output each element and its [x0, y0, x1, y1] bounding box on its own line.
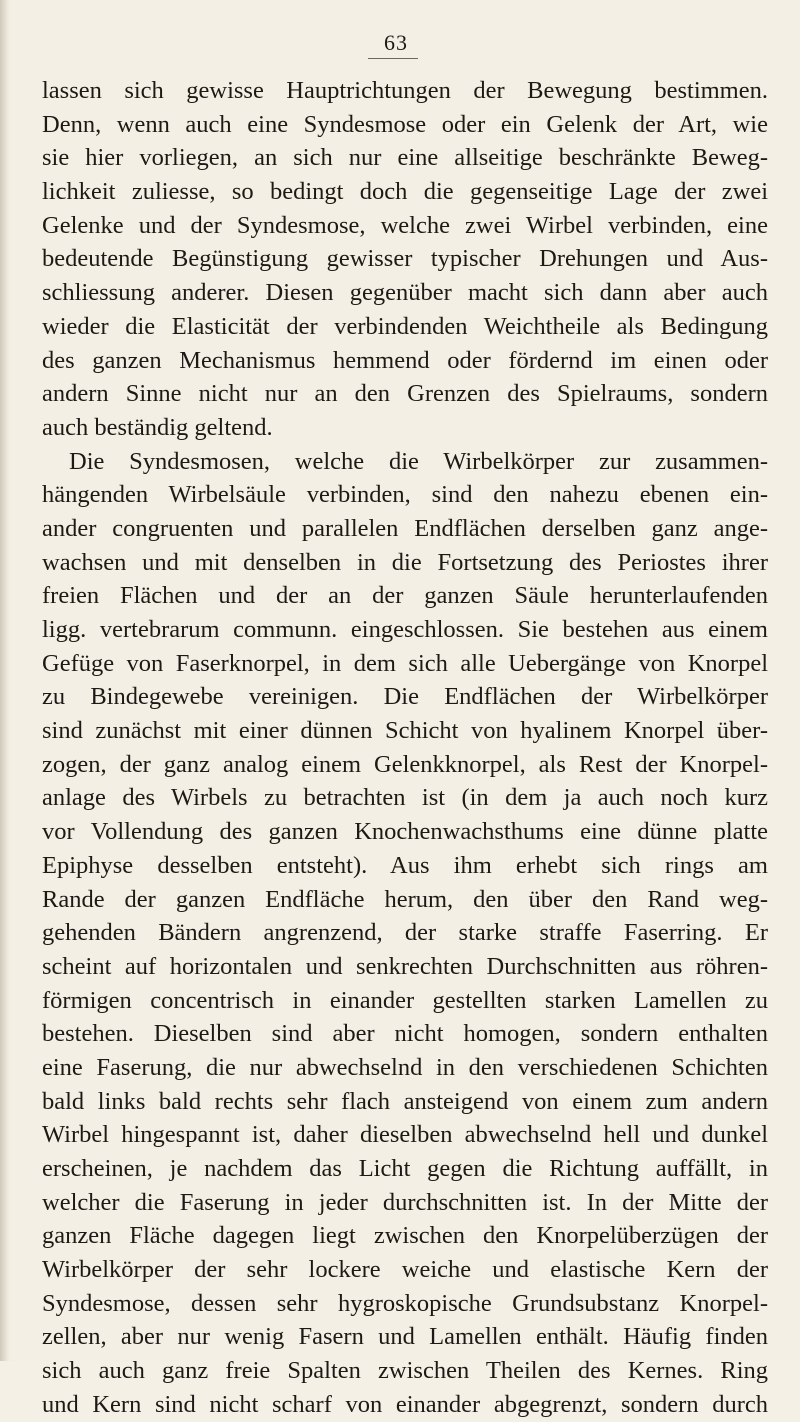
- text-line: sind zunächst mit einer dünnen Schicht von hyalinem Knorpel über-: [42, 717, 768, 745]
- text-line: Syndesmose, dessen sehr hygroskopische Grundsubstanz Knorpel-: [42, 1289, 768, 1317]
- body-text: [42, 74, 768, 1422]
- text-line: zu Bindegewebe vereinigen. Die Endflächen der Wirbelkörper: [42, 683, 768, 711]
- text-line: schliessung anderer. Diesen gegenüber macht sich dann aber auch: [42, 279, 768, 307]
- text-line: Epiphyse desselben entsteht). Aus ihm erhebt sich rings am: [42, 851, 768, 879]
- text-line: wachsen und mit denselben in die Fortsetzung des Periostes ihrer: [42, 548, 768, 576]
- text-line: ander congruenten und parallelen Endflächen derselben ganz ange-: [42, 514, 768, 542]
- page-number: 63: [384, 30, 408, 55]
- text-line: Gelenke und der Syndesmose, welche zwei Wirbel verbinden, eine: [42, 211, 768, 239]
- text-line: bedeutende Begünstigung gewisser typischer Drehungen und Aus-: [42, 245, 768, 273]
- text-line: sie hier vorliegen, an sich nur eine allseitige beschränkte Beweg-: [42, 144, 768, 172]
- text-line: Wirbel hingespannt ist, daher dieselben abwechselnd hell und dunkel: [42, 1121, 768, 1149]
- text-line: andern Sinne nicht nur an den Grenzen des Spielraums, sondern: [42, 380, 768, 408]
- text-line: lassen sich gewisse Hauptrichtungen der Bewegung bestimmen.: [42, 77, 768, 104]
- text-line: Wirbelkörper der sehr lockere weiche und elastische Kern der: [42, 1256, 768, 1284]
- text-line: gehenden Bändern angrenzend, der starke straffe Faserring. Er: [42, 919, 768, 947]
- text-line: ligg. vertebrarum communn. eingeschlossen. Sie bestehen aus einem: [42, 616, 768, 643]
- text-line: Rande der ganzen Endfläche herum, den über den Rand weg-: [42, 885, 768, 913]
- text-line: freien Flächen und der an der ganzen Säule herunterlaufenden: [42, 582, 768, 610]
- text-line: bestehen. Dieselben sind aber nicht homogen, sondern enthalten: [42, 1020, 768, 1048]
- text-line: vor Vollendung des ganzen Knochenwachsthums eine dünne platte: [42, 818, 768, 846]
- text-line: erscheinen, je nachdem das Licht gegen die Richtung auffällt, in: [42, 1155, 768, 1182]
- text-line: Denn, wenn auch eine Syndesmose oder ein Gelenk der Art, wie: [42, 110, 768, 138]
- text-line: ganzen Fläche dagegen liegt zwischen den Knorpelüberzügen der: [42, 1222, 768, 1250]
- text-line: und Kern sind nicht scharf von einander abgegrenzt, sondern durch: [42, 1390, 768, 1418]
- text-line: hängenden Wirbelsäule verbinden, sind den nahezu ebenen ein-: [42, 481, 768, 509]
- text-line: Die Syndesmosen, welche die Wirbelkörper zur zusammen-: [69, 447, 768, 475]
- text-line: des ganzen Mechanismus hemmend oder fördernd im einen oder: [42, 346, 768, 374]
- text-line: zellen, aber nur wenig Fasern und Lamellen enthält. Häufig finden: [42, 1323, 768, 1351]
- text-line: auch beständig geltend.: [42, 413, 273, 441]
- page-number-rule: [368, 58, 418, 59]
- text-line: sich auch ganz freie Spalten zwischen Theilen des Kernes. Ring: [42, 1357, 768, 1385]
- text-line: eine Faserung, die nur abwechselnd in den verschiedenen Schichten: [42, 1053, 768, 1081]
- text-line: Gefüge von Faserknorpel, in dem sich alle Uebergänge von Knorpel: [42, 649, 768, 677]
- text-line: scheint auf horizontalen und senkrechten Durchschnitten aus röhren-: [42, 952, 768, 980]
- text-line: wieder die Elasticität der verbindenden Weichtheile als Bedingung: [42, 312, 768, 340]
- text-line: bald links bald rechts sehr flach ansteigend von einem zum andern: [42, 1087, 768, 1115]
- text-line: welcher die Faserung in jeder durchschnitten ist. In der Mitte der: [42, 1188, 768, 1216]
- text-line: anlage des Wirbels zu betrachten ist (in dem ja auch noch kurz: [42, 784, 768, 812]
- text-line: lichkeit zuliesse, so bedingt doch die gegenseitige Lage der zwei: [42, 178, 768, 206]
- page-edge-shadow: [0, 0, 10, 1361]
- text-line: förmigen concentrisch in einander gestellten starken Lamellen zu: [42, 986, 768, 1014]
- text-line: zogen, der ganz analog einem Gelenkknorpel, als Rest der Knorpel-: [42, 750, 768, 778]
